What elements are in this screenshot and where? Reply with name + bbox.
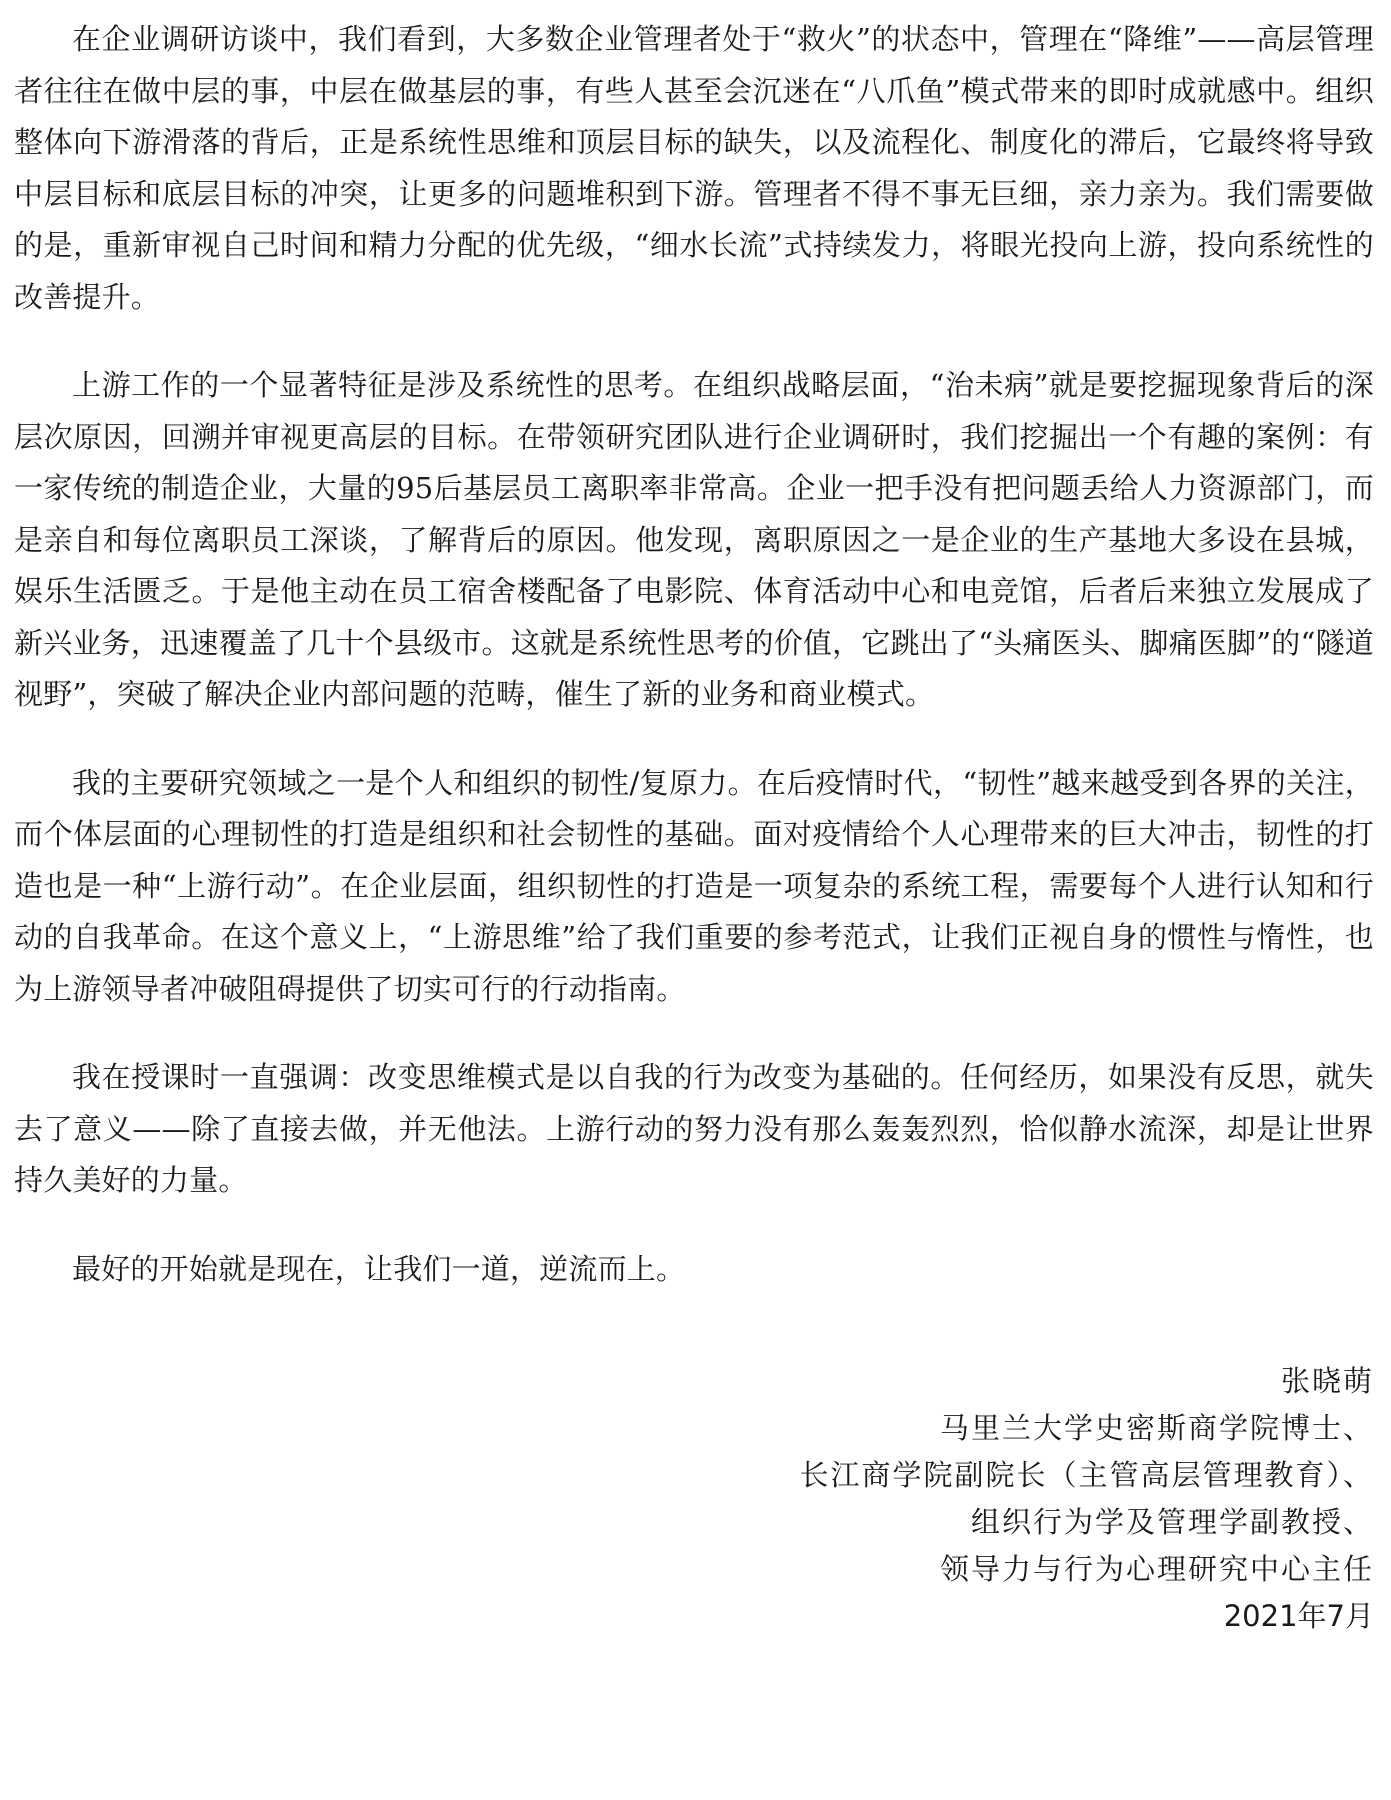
paragraph-3: 我的主要研究领域之一是个人和组织的韧性/复原力。在后疫情时代，“韧性”越来越受到各界的关注，而个体层面的心理韧性的打造是组织和社会韧性的基础。面对疫情给个人心理带来的巨大冲击，韧性的打造也是一种“上游行动”。在企业层面，组织韧性的打造是一项复杂的系统工程，需要每个人进行认知和行动的自我革命。在这个意义上，“上游思维”给了我们重要的参考范式，让我们正视自身的惯性与惰性，也为上游领导者冲破阻碍提供了切实可行的行动指南。	[14, 765, 1374, 1006]
author-title-2: 长江商学院副院长（主管高层管理教育）、	[799, 1458, 1374, 1492]
author-title-4: 领导力与行为心理研究中心主任	[939, 1552, 1374, 1586]
paragraph-2: 上游工作的一个显著特征是涉及系统性的思考。在组织战略层面，“治未病”就是要挖掘现象背后的深层次原因，回溯并审视更高层的目标。在带领研究团队进行企业调研时，我们挖掘出一个有趣的案例：有一家传统的制造企业，大量的95后基层员工离职率非常高。企业一把手没有把问题丢给人力资源部门，而是亲自和每位离职员工深谈，了解背后的原因。他发现，离职原因之一是企业的生产基地大多设在县城，娱乐生活匮乏。于是他主动在员工宿舍楼配备了电影院、体育活动中心和电竞馆，后者后来独立发展成了新兴业务，迅速覆盖了几十个县级市。这就是系统性思考的价值，它跳出了“头痛医头、脚痛医脚”的“隧道视野”，突破了解决企业内部问题的范畴，催生了新的业务和商业模式。	[14, 368, 1374, 711]
document-body	[14, 14, 1374, 1332]
paragraph-1: 在企业调研访谈中，我们看到，大多数企业管理者处于“救火”的状态中，管理在“降维”——高层管理者往往在做中层的事，中层在做基层的事，有些人甚至会沉迷在“八爪鱼”模式带来的即时成就感中。组织整体向下游滑落的背后，正是系统性思维和顶层目标的缺失，以及流程化、制度化的滞后，它最终将导致中层目标和底层目标的冲突，让更多的问题堆积到下游。管理者不得不事无巨细，亲力亲为。我们需要做的是，重新审视自己时间和精力分配的优先级，“细水长流”式持续发力，将眼光投向上游，投向系统性的改善提升。	[14, 22, 1374, 314]
paragraph-4: 我在授课时一直强调：改变思维模式是以自我的行为改变为基础的。任何经历，如果没有反思，就失去了意义——除了直接去做，并无他法。上游行动的努力没有那么轰轰烈烈，恰似静水流深，却是让世界持久美好的力量。	[14, 1060, 1374, 1197]
author-title-1: 马里兰大学史密斯商学院博士、	[939, 1411, 1374, 1445]
signature-block	[799, 1358, 1374, 1640]
paragraph-5: 最好的开始就是现在，让我们一道，逆流而上。	[72, 1251, 686, 1286]
signature-date: 2021年7月	[1223, 1599, 1374, 1633]
author-title-3: 组织行为学及管理学副教授、	[970, 1505, 1374, 1539]
author-name: 张晓萌	[1280, 1364, 1374, 1398]
